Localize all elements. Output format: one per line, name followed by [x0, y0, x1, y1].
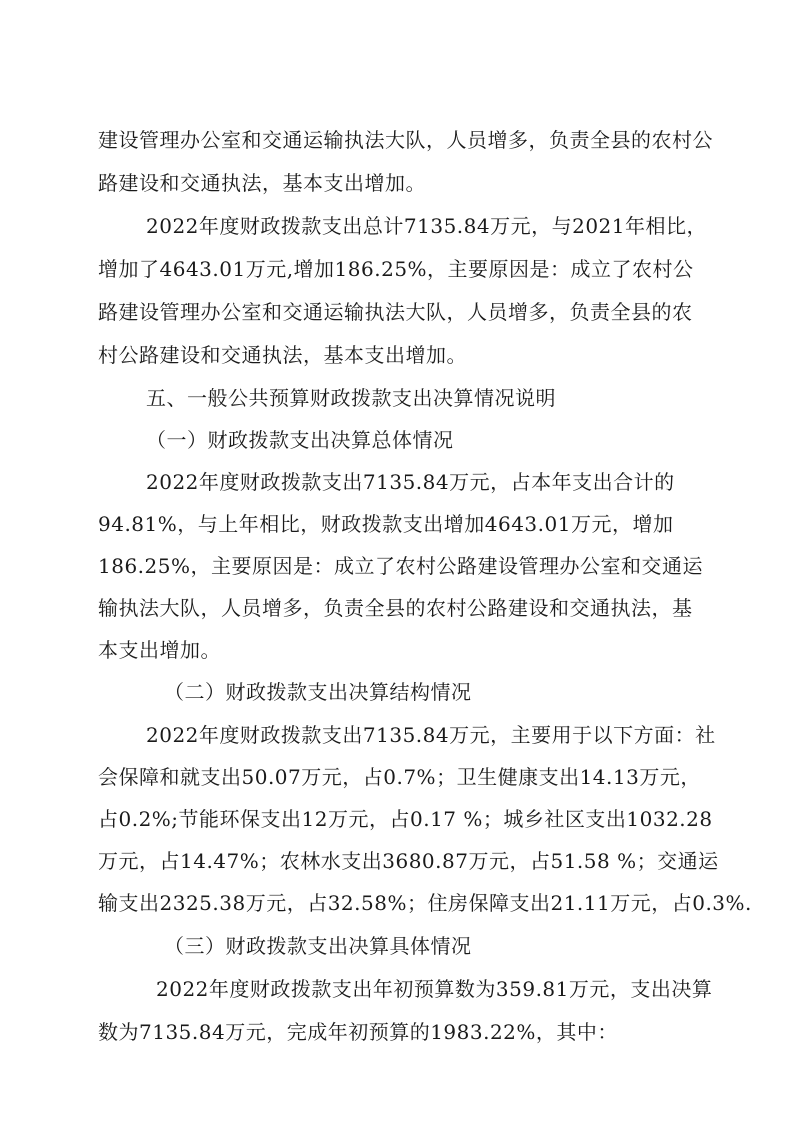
paragraph-line: 本支出增加。	[98, 638, 221, 662]
paragraph-line: 占0.2%;节能环保支出12万元，占0.17 %；城乡社区支出1032.28	[98, 807, 713, 831]
subsection-heading: （三）财政拨款支出决算具体情况	[164, 934, 472, 958]
subsection-heading: （一）财政拨款支出决算总体情况	[146, 428, 454, 452]
paragraph-line: 186.25%，主要原因是：成立了农村公路建设管理办公室和交通运	[98, 554, 703, 578]
paragraph-line: 万元，占14.47%；农林水支出3680.87万元，占51.58 %；交通运	[98, 849, 719, 873]
paragraph-line: 路建设管理办公室和交通运输执法大队，人员增多，负责全县的农	[98, 300, 693, 324]
paragraph-line: 2022年度财政拨款支出7135.84万元，占本年支出合计的	[146, 470, 675, 494]
paragraph-line: 增加了4643.01万元,增加186.25%，主要原因是：成立了农村公	[98, 257, 694, 281]
paragraph-line: 2022年度财政拨款支出总计7135.84万元，与2021年相比，	[146, 214, 708, 238]
paragraph-line: 路建设和交通执法，基本支出增加。	[98, 171, 426, 195]
subsection-heading: （二）财政拨款支出决算结构情况	[164, 680, 472, 704]
paragraph-line: 数为7135.84万元，完成年初预算的1983.22%，其中：	[98, 1020, 618, 1044]
paragraph-line: 输执法大队，人员增多，负责全县的农村公路建设和交通执法，基	[98, 596, 693, 620]
paragraph-line: 2022年度财政拨款支出年初预算数为359.81万元，支出决算	[156, 977, 713, 1001]
paragraph-line: 2022年度财政拨款支出7135.84万元，主要用于以下方面：社	[146, 723, 716, 747]
paragraph-line: 输支出2325.38万元，占32.58%；住房保障支出21.11万元，占0.3%.	[98, 891, 752, 915]
paragraph-line: 村公路建设和交通执法，基本支出增加。	[98, 343, 467, 367]
paragraph-line: 94.81%，与上年相比，财政拨款支出增加4643.01万元，增加	[98, 512, 674, 536]
paragraph-line: 会保障和就支出50.07万元，占0.7%；卫生健康支出14.13万元，	[98, 765, 701, 789]
paragraph-line: 建设管理办公室和交通运输执法大队，人员增多，负责全县的农村公	[98, 128, 713, 152]
section-heading: 五、一般公共预算财政拨款支出决算情况说明	[146, 386, 556, 410]
